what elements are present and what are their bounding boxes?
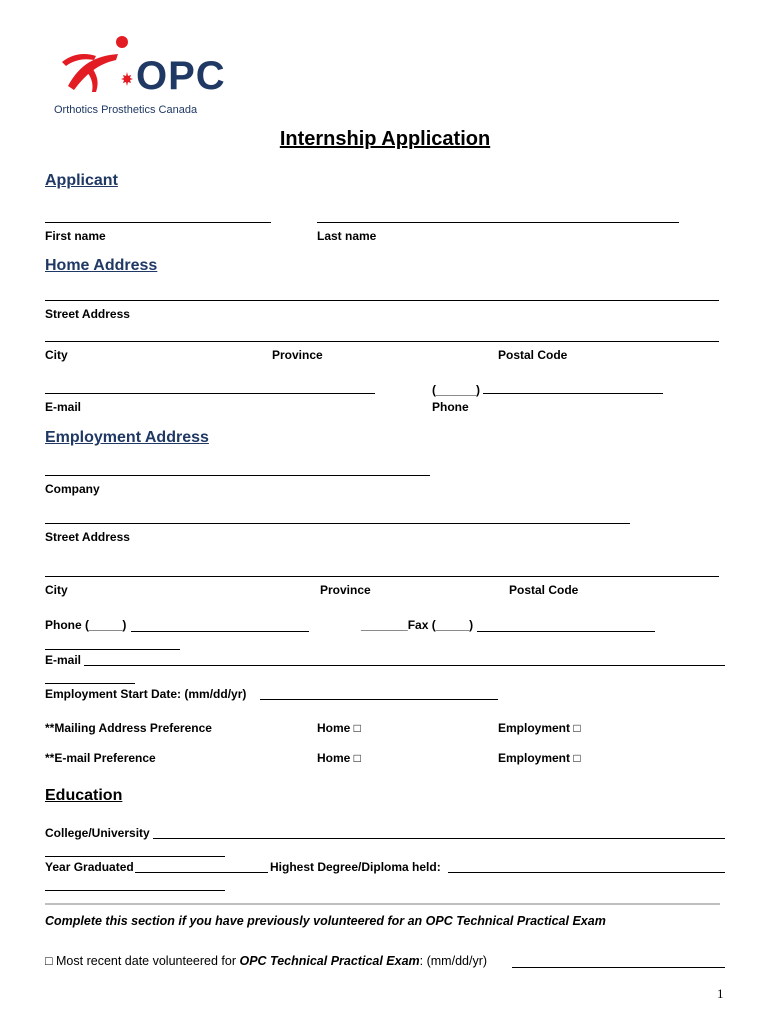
home-address-heading: Home Address [45, 257, 158, 274]
volunteer-date-line[interactable] [512, 967, 725, 968]
employment-phone-line[interactable] [131, 631, 309, 632]
volunteer-row [45, 954, 487, 968]
employment-email-line-cont [45, 683, 135, 684]
employment-postal-label: Postal Code [509, 583, 579, 597]
page-number: 1 [717, 986, 724, 1001]
volunteer-suffix: : (mm/dd/yr) [419, 954, 488, 968]
first-name-line[interactable] [45, 222, 271, 223]
degree-label: Highest Degree/Diploma held: [270, 860, 441, 874]
home-phone-prefix: (______) [432, 383, 481, 397]
home-street-label: Street Address [45, 307, 130, 321]
degree-line[interactable] [448, 872, 725, 873]
employment-email-line[interactable] [84, 665, 725, 666]
home-postal-label: Postal Code [498, 348, 568, 362]
education-heading: Education [45, 787, 123, 804]
volunteer-note: Complete this section if you have previously volunteered for an OPC Technical Practical Exam [45, 914, 606, 928]
home-province-label: Province [272, 348, 323, 362]
last-name-line[interactable] [317, 222, 679, 223]
last-name-label: Last name [317, 229, 377, 243]
employment-phone-line-cont [45, 649, 180, 650]
email-home-checkbox[interactable]: Home □ [317, 751, 361, 765]
home-phone-label: Phone [432, 400, 469, 414]
start-date-label: Employment Start Date: (mm/dd/yr) [45, 687, 247, 701]
employment-address-heading: Employment Address [45, 429, 209, 446]
year-graduated-line[interactable] [135, 872, 268, 873]
section-divider [45, 903, 720, 905]
home-city-label: City [45, 348, 68, 362]
mailing-preference-label: **Mailing Address Preference [45, 721, 212, 735]
email-preference-label: **E-mail Preference [45, 751, 156, 765]
start-date-line[interactable] [260, 699, 498, 700]
volunteer-exam: OPC Technical Practical Exam [239, 954, 420, 968]
college-label: College/University [45, 826, 150, 840]
employment-street-label: Street Address [45, 530, 130, 544]
page-title: Internship Application [279, 128, 491, 150]
first-name-label: First name [45, 229, 106, 243]
company-line[interactable] [45, 475, 430, 476]
volunteer-checkbox[interactable]: □ Most recent date volunteered for [45, 954, 240, 968]
applicant-heading: Applicant [45, 172, 118, 189]
mailing-home-checkbox[interactable]: Home □ [317, 721, 361, 735]
home-email-label: E-mail [45, 400, 82, 414]
employment-fax-label: _______Fax (_____) [361, 618, 474, 632]
employment-province-label: Province [320, 583, 371, 597]
employment-city-line[interactable] [45, 576, 719, 577]
home-street-line[interactable] [45, 300, 719, 301]
logo [52, 30, 232, 120]
year-line-cont [45, 890, 225, 891]
employment-city-label: City [45, 583, 68, 597]
logo-brand: OPC [136, 54, 226, 98]
home-phone-line[interactable] [483, 393, 663, 394]
employment-email-label: E-mail [45, 653, 82, 667]
employment-phone-label: Phone (_____) [45, 618, 127, 632]
employment-fax-line[interactable] [477, 631, 655, 632]
mailing-employment-checkbox[interactable]: Employment □ [498, 721, 581, 735]
logo-subtitle: Orthotics Prosthetics Canada [54, 104, 198, 116]
maple-leaf-icon [120, 72, 134, 86]
year-graduated-label: Year Graduated [45, 860, 134, 874]
home-email-line[interactable] [45, 393, 375, 394]
college-line-cont [45, 856, 225, 857]
email-employment-checkbox[interactable]: Employment □ [498, 751, 581, 765]
employment-street-line[interactable] [45, 523, 630, 524]
company-label: Company [45, 482, 100, 496]
home-city-line[interactable] [45, 341, 719, 342]
college-line[interactable] [153, 838, 725, 839]
